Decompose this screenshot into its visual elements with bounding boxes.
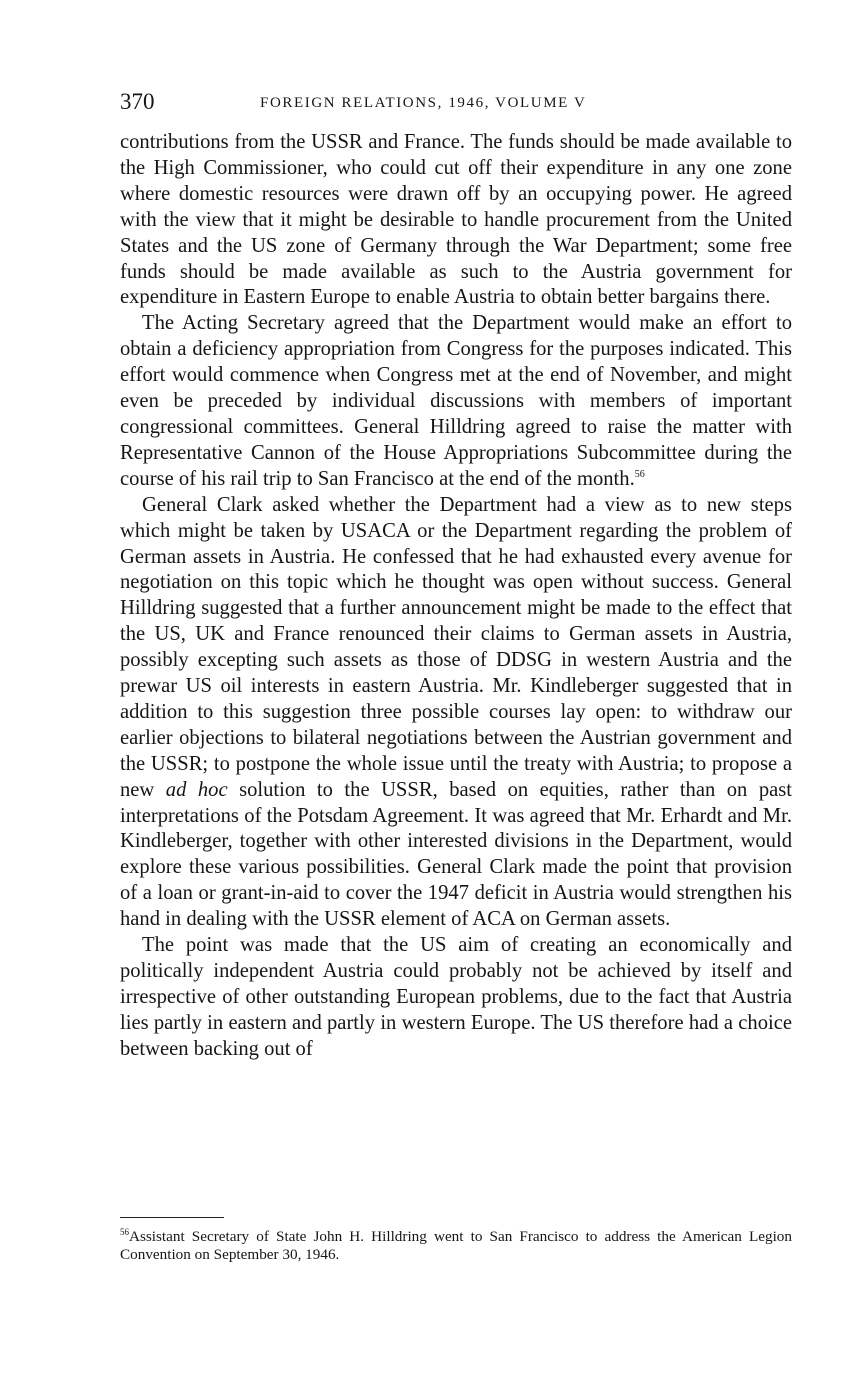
footnote — [120, 1228, 792, 1264]
paragraph-4: The point was made that the US aim of creating an economically and politically independent Austria could probably not be achieved by itself and irrespective of other outstanding European problems, due to the fact that Austria lies partly in eastern and partly in western Europe. The US therefore had a choice between backing out of — [120, 934, 792, 1060]
running-head: FOREIGN RELATIONS, 1946, VOLUME V — [260, 95, 587, 111]
body-text — [120, 130, 792, 1063]
paragraph-3-text-b: solution to the USSR, based on equities, rather than on past interpretations of the Potsdam Agreement. It was agreed that Mr. Erhardt and Mr. Kindleberger, together with other interested divisions in the Department, would explore these various possibilities. General Clark made the point that provision of a loan or grant-in-aid to cover the 1947 deficit in Austria would strengthen his hand in dealing with the USSR element of ACA on German assets. — [120, 778, 792, 931]
page-header — [120, 88, 792, 118]
footnote-reference: 56 — [634, 468, 645, 480]
footnote-text: Assistant Secretary of State John H. Hilldring went to San Francisco to address the American Legion Convention on September 30, 1946. — [120, 1228, 792, 1263]
paragraph-3-text-a: General Clark asked whether the Department had a view as to new steps which might be taken by USACA or the Department regarding the problem of German assets in Austria. He confessed that he had exhausted every avenue for negotiation on this topic which he thought was open without success. General Hilldring suggested that a further announcement might be made to the effect that the US, UK and France renounced their claims to German assets in Austria, possibly excepting such assets as those of DDSG in western Austria and the prewar US oil interests in eastern Austria. Mr. Kindleberger suggested that in addition to this suggestion three possible courses lay open: to withdraw our earlier objections to bilateral negotiations between the Austrian government and the USSR; to postpone the whole issue until the treaty with Austria; to propose a new — [120, 493, 792, 801]
footnote-divider — [120, 1217, 224, 1218]
paragraph-2 — [120, 311, 792, 492]
paragraph-3 — [120, 493, 792, 933]
paragraph-3-italic: ad hoc — [165, 778, 228, 801]
paragraph-1: contributions from the USSR and France. The funds should be made available to the High Commissioner, who could cut off their expenditure in any one zone where domestic resources were drawn off by an occupying power. He agreed with the view that it might be desirable to handle procurement from the United States and the US zone of Germany through the War Department; some free funds should be made available as such to the Austria government for expenditure in Eastern Europe to enable Austria to obtain better bargains there. — [120, 131, 792, 309]
footnote-number: 56 — [120, 1227, 129, 1237]
page-number: 370 — [120, 89, 155, 114]
paragraph-2-text: The Acting Secretary agreed that the Department would make an effort to obtain a deficiency appropriation from Congress for the purposes indicated. This effort would commence when Congress met at the end of November, and might even be preceded by individual discussions with members of important congressional committees. General Hilldring agreed to raise the matter with Representative Cannon of the House Appropriations Subcommittee during the course of his rail trip to San Francisco at the end of the month. — [120, 312, 792, 490]
